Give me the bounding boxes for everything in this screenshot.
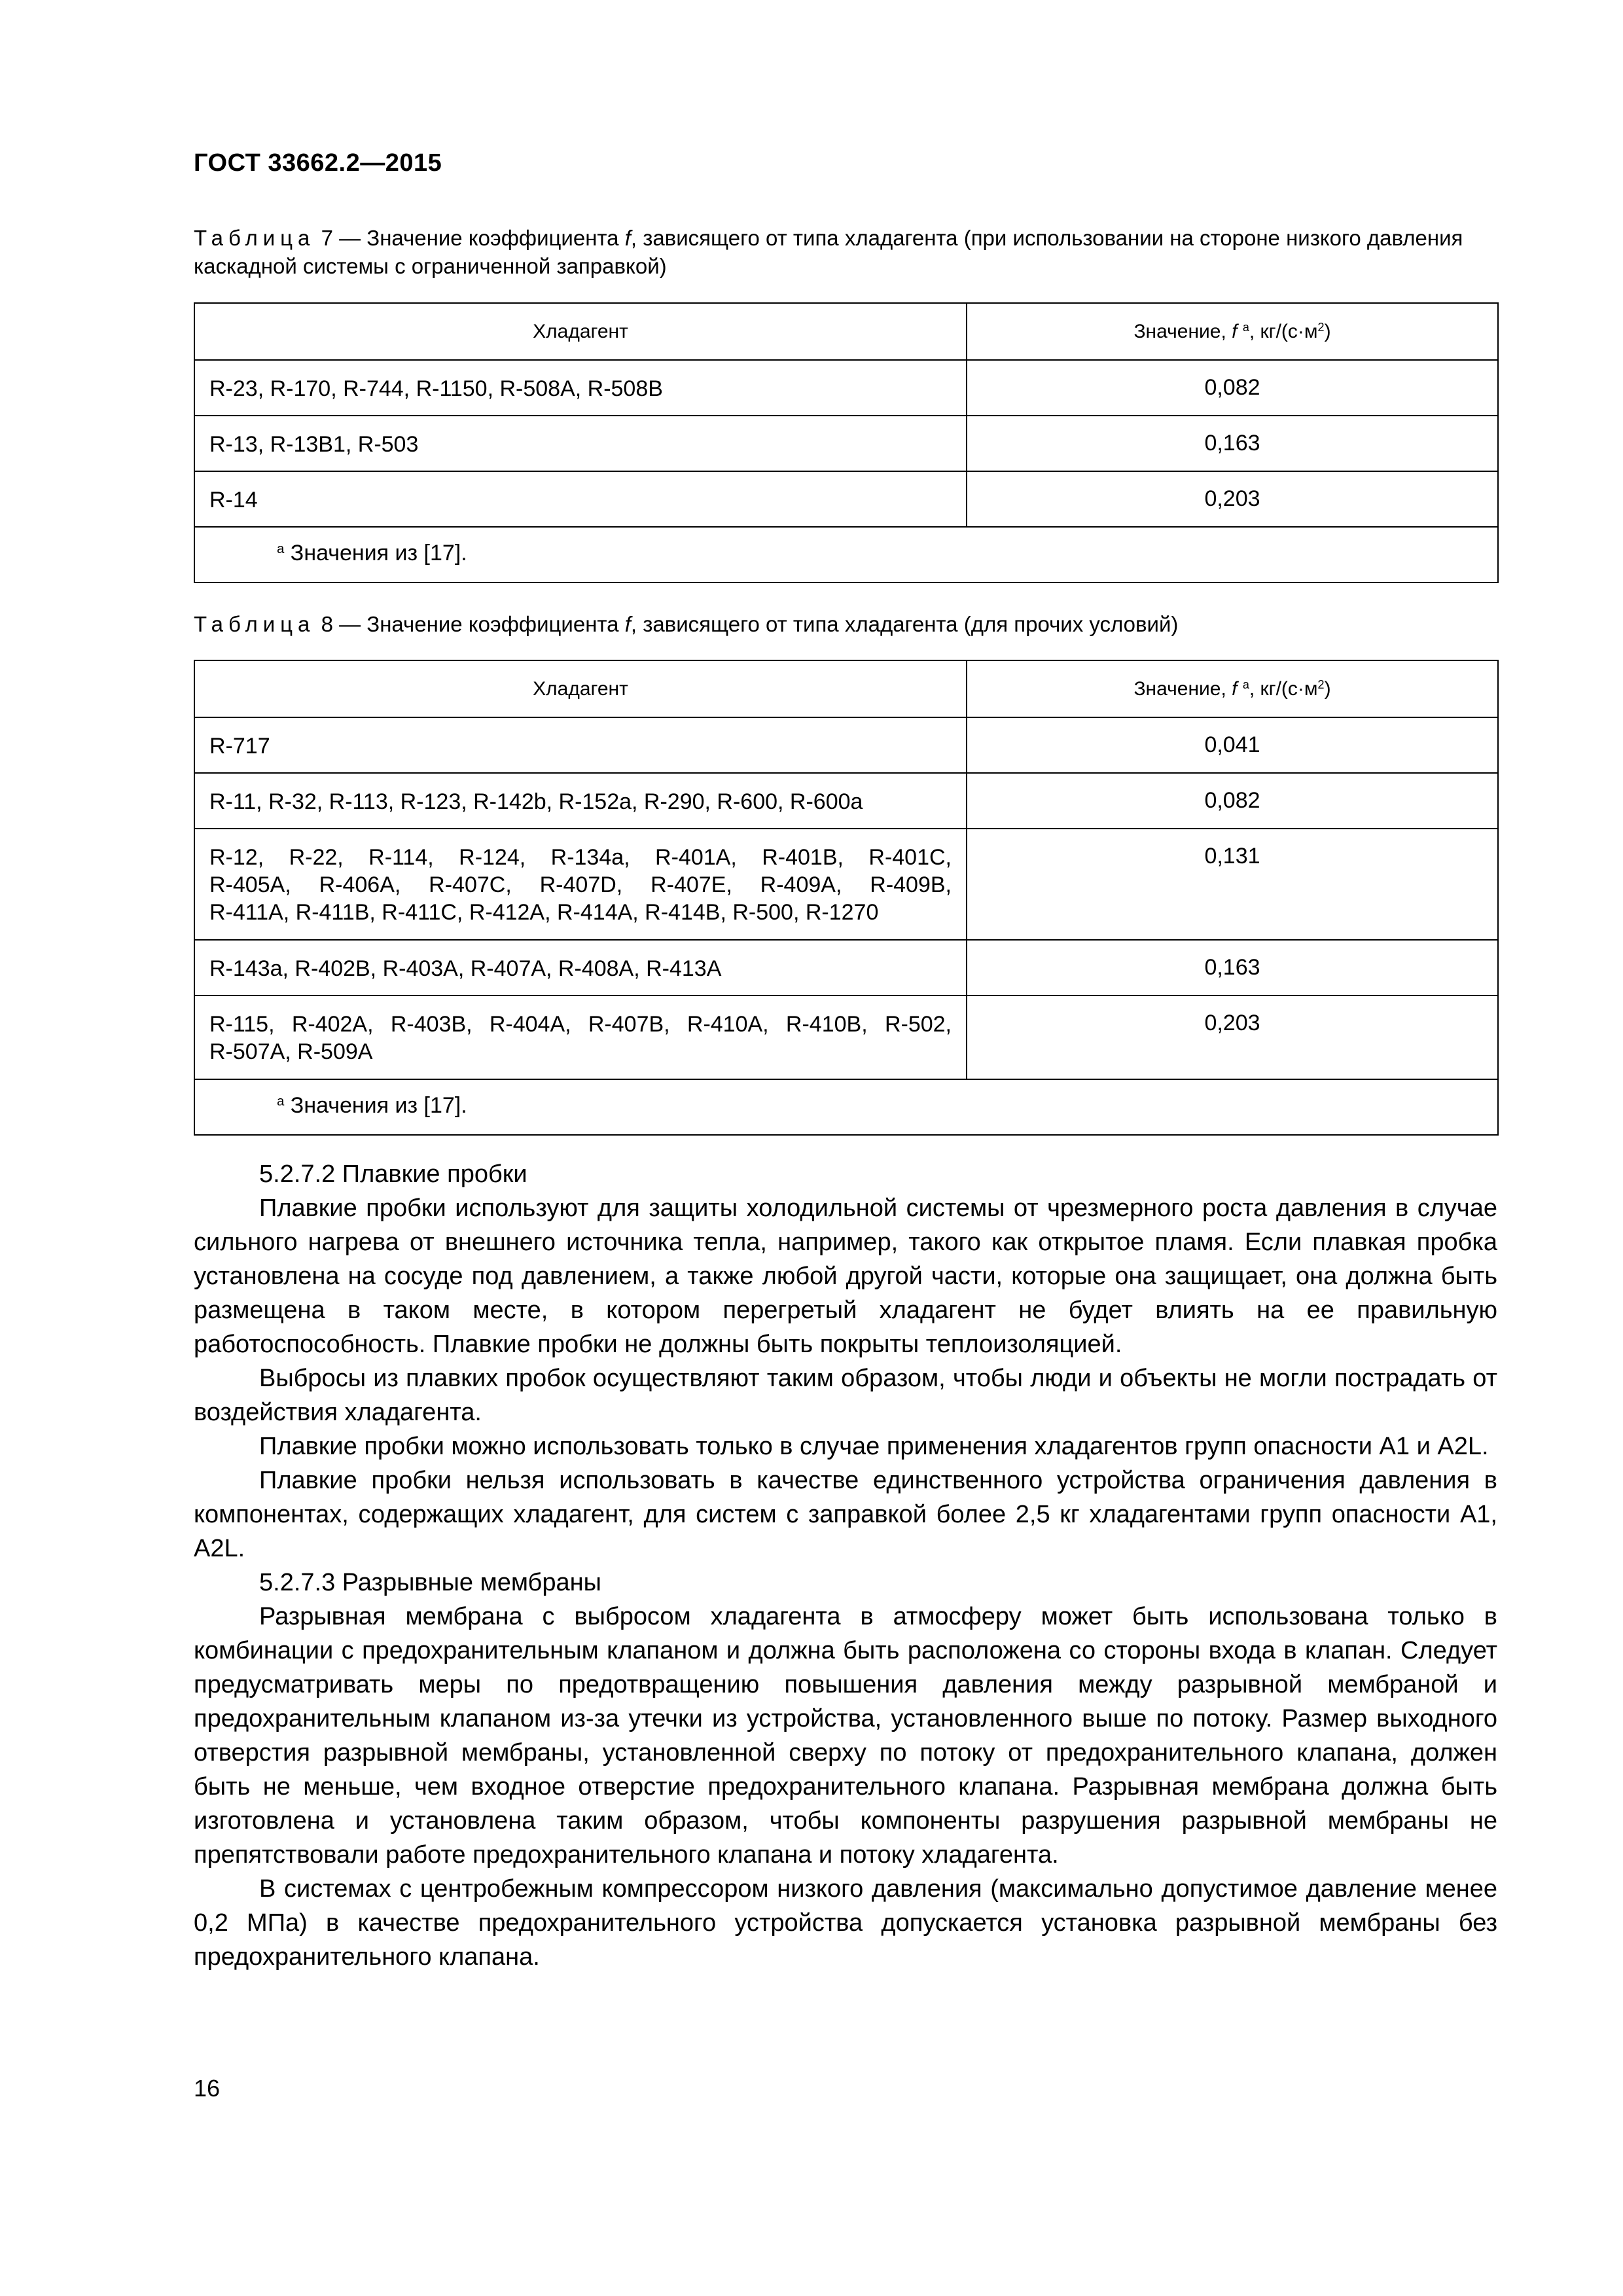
table8-cell-refrigerant: R-11, R-32, R-113, R-123, R-142b, R-152a, R-290, R-600, R-600a — [194, 773, 967, 829]
table8-caption — [194, 610, 1497, 638]
table8-caption-f: f — [624, 612, 631, 636]
table8-cell-value: 0,041 — [967, 717, 1498, 773]
table8-caption-label: Таблица — [194, 612, 315, 636]
section-5-2-7-3-heading: 5.2.7.3 Разрывные мембраны — [259, 1569, 601, 1596]
table-row — [194, 996, 1498, 1079]
table-row — [194, 773, 1498, 829]
table8 — [194, 660, 1499, 1136]
table7-caption-label: Таблица — [194, 226, 315, 250]
section-5-2-7-2-heading: 5.2.7.2 Плавкие пробки — [259, 1160, 527, 1188]
page-number: 16 — [194, 2075, 221, 2102]
table-row — [194, 360, 1498, 416]
table8-header-refrigerant: Хладагент — [194, 660, 967, 717]
table8-cell-refrigerant: R-115, R-402A, R-403B, R-404A, R-407B, R-410A, R-410B, R-502, R-507A, R-509A — [194, 996, 967, 1079]
table7-cell-refrigerant: R-23, R-170, R-744, R-1150, R-508A, R-508B — [194, 360, 967, 416]
table7-footnote: $^a$ Значения из [17]. — [194, 527, 1498, 583]
table7-caption-text-a: — Значение коэффициента — [332, 226, 625, 250]
table8-caption-text-a: — Значение коэффициента — [332, 612, 625, 636]
table8-header-value: Значение, f $^a$, $кг/(с\cdot м^2)$ — [967, 660, 1498, 717]
paragraph: В системах с центробежным компрессором низкого давления (максимально допустимое давление менее 0,2 МПа) в качестве предохранительного устройства допускается установка разрывной мембраны без предохранительного клапана. — [194, 1875, 1497, 1971]
table7-caption — [194, 224, 1497, 280]
table-row — [194, 717, 1498, 773]
paragraph: Плавкие пробки нельзя использовать в качестве единственного устройства ограничения давления в компонентах, содержащих хладагент, для систем с заправкой более 2,5 кг хладагентами групп опасности A1, A2L. — [194, 1467, 1497, 1562]
table8-cell-value: 0,203 — [967, 996, 1498, 1079]
table7 — [194, 302, 1499, 583]
table8-cell-refrigerant: R-143a, R-402B, R-403A, R-407A, R-408A, R-413A — [194, 940, 967, 996]
paragraph: Плавкие пробки можно использовать только в случае применения хладагентов групп опасности A1 и A2L. — [259, 1433, 1489, 1460]
table7-caption-text-b: , зависящего от типа хладагента (при использовании на стороне низкого давления каскадной системы с ограниченной заправкой) — [194, 226, 1463, 278]
table8-cell-value: 0,131 — [967, 829, 1498, 940]
table-row — [194, 416, 1498, 471]
table7-caption-f: f — [624, 226, 631, 250]
table7-cell-value: 0,163 — [967, 416, 1498, 471]
table-row — [194, 829, 1498, 940]
paragraph: Выбросы из плавких пробок осуществляют таким образом, чтобы люди и объекты не могли пострадать от воздействия хладагента. — [194, 1365, 1497, 1426]
table8-footnote-row — [194, 1079, 1498, 1135]
paragraph: Разрывная мембрана с выбросом хладагента в атмосферу может быть использована только в комбинации с предохранительным клапаном и должна быть расположена со стороны входа в клапан. Следует предусматривать меры по предотвращению повышения давления между разрывной мембраной и предохранительным клапаном из-за утечки из устройства, установленного выше по потоку. Размер выходного отверстия разрывной мембраны, установленной сверху по потоку от предохранительного клапана, должен быть не меньше, чем входное отверстие предохранительного клапана. Разрывная мембрана должна быть изготовлена и установлена таким образом, чтобы компоненты разрушения разрывной мембраны не препятствовали работе предохранительного клапана и потоку хладагента. — [194, 1603, 1497, 1869]
table7-cell-value: 0,082 — [967, 360, 1498, 416]
table8-cell-value: 0,082 — [967, 773, 1498, 829]
table8-caption-number: 8 — [321, 612, 333, 636]
table8-cell-refrigerant: R-12, R-22, R-114, R-124, R-134a, R-401A, R-401B, R-401C, R-405A, R-406A, R-407C, R-407D, R-407E, R-409A, R-409B, R-411A, R-411B, R-411C, R-412A, R-414A, R-414B, R-500, R-1270 — [194, 829, 967, 940]
table7-cell-refrigerant: R-14 — [194, 471, 967, 527]
table7-footnote-row — [194, 527, 1498, 583]
paragraph: Плавкие пробки используют для защиты холодильной системы от чрезмерного роста давления в случае сильного нагрева от внешнего источника тепла, например, такого как открытое пламя. Если плавкая пробка установлена на сосуде под давлением, а также любой другой части, которые она защищает, она должна быть размещена в таком месте, в котором перегретый хладагент не будет влиять на ее правильную работоспособность. Плавкие пробки не должны быть покрыты теплоизоляцией. — [194, 1194, 1497, 1358]
table8-cell-refrigerant: R-717 — [194, 717, 967, 773]
table8-caption-text-b: , зависящего от типа хладагента (для прочих условий) — [630, 612, 1179, 636]
table8-footnote: $^a$ Значения из [17]. — [194, 1079, 1498, 1135]
table7-header-refrigerant: Хладагент — [194, 303, 967, 360]
table-row — [194, 940, 1498, 996]
table7-caption-number: 7 — [321, 226, 333, 250]
document-header: ГОСТ 33662.2—2015 — [194, 149, 442, 177]
table7-header-value: Значение, f $^a$, $кг/(с\cdot м^2)$ — [967, 303, 1498, 360]
table8-cell-value: 0,163 — [967, 940, 1498, 996]
table7-cell-value: 0,203 — [967, 471, 1498, 527]
body-text — [194, 1157, 1497, 1974]
table-row — [194, 471, 1498, 527]
table7-cell-refrigerant: R-13, R-13B1, R-503 — [194, 416, 967, 471]
